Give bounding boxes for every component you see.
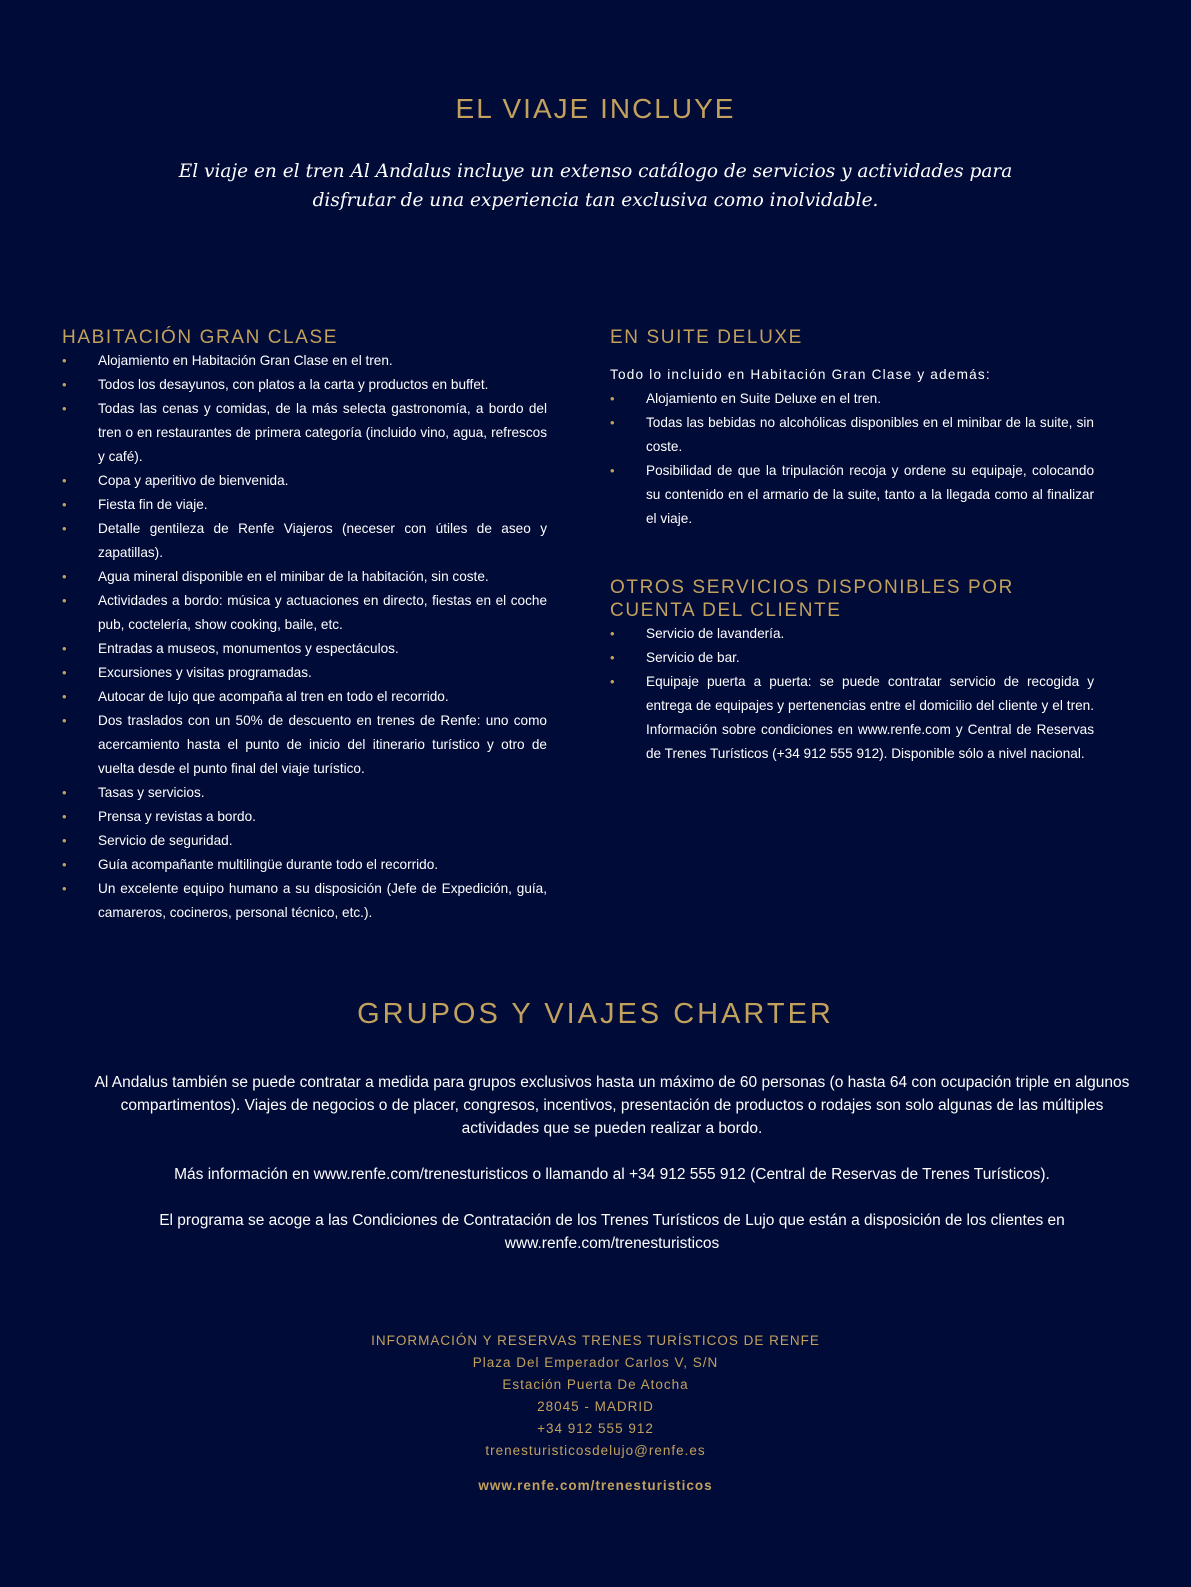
grupos-paragraph-3: El programa se acoge a las Condiciones de Contratación de los Trenes Turísticos de Lujo que están a disposición de los clientes en www.renfe.com/trenesturisticos: [159, 1212, 1065, 1252]
list-item: • Posibilidad de que la tripulación recoja y ordene su equipaje, colocando su contenido en el armario de la suite, tanto a la llegada como al finalizar el viaje.: [610, 459, 1094, 531]
list-item: • Dos traslados con un 50% de descuento en trenes de Renfe: uno como acercamiento hasta el punto de inicio del itinerario turístico y otro de vuelta desde el punto final del viaje turístico.: [62, 709, 547, 781]
footer-address: Plaza Del Emperador Carlos V, S/N: [472, 1355, 719, 1370]
footer-email[interactable]: trenesturisticosdelujo@renfe.es: [485, 1443, 706, 1458]
intro-line-2: disfrutar de una experiencia tan exclusiva como inolvidable.: [312, 190, 879, 211]
list-item: • Alojamiento en Suite Deluxe en el tren.: [610, 387, 1094, 411]
list-item: • Todas las bebidas no alcohólicas disponibles en el minibar de la suite, sin coste.: [610, 411, 1094, 459]
list-item: • Servicio de bar.: [610, 646, 1094, 670]
list-item: • Fiesta fin de viaje.: [62, 493, 547, 517]
gran-clase-section: [62, 326, 547, 925]
suite-deluxe-list: [610, 387, 1094, 531]
list-item: • Entradas a museos, monumentos y espectáculos.: [62, 637, 547, 661]
list-item: • Todos los desayunos, con platos a la carta y productos en buffet.: [62, 373, 547, 397]
list-item: • Copa y aperitivo de bienvenida.: [62, 469, 547, 493]
gran-clase-heading: HABITACIÓN GRAN CLASE: [62, 327, 339, 348]
intro-line-1: El viaje en el tren Al Andalus incluye un extenso catálogo de servicios y actividades para: [178, 161, 1013, 182]
footer-website-link[interactable]: www.renfe.com/trenesturisticos: [478, 1478, 713, 1493]
list-item: • Todas las cenas y comidas, de la más selecta gastronomía, a bordo del tren o en restaurantes de primera categoría (incluido vino, agua, refrescos y café).: [62, 397, 547, 469]
grupos-paragraph-1: Al Andalus también se puede contratar a medida para grupos exclusivos hasta un máximo de 60 personas (o hasta 64 con ocupación triple en algunos compartimentos). Viajes de negocios o de placer, congresos, incentivos, presentación de productos o rodajes son solo algunas de las múltiples actividades que se pueden realizar a bordo.: [94, 1074, 1130, 1137]
grupos-paragraph-2: Más información en www.renfe.com/trenesturisticos o llamando al +34 912 555 912 (Central de Reservas de Trenes Turísticos).: [174, 1166, 1050, 1183]
list-item: • Detalle gentileza de Renfe Viajeros (neceser con útiles de aseo y zapatillas).: [62, 517, 547, 565]
list-item: • Excursiones y visitas programadas.: [62, 661, 547, 685]
list-item: • Alojamiento en Habitación Gran Clase en el tren.: [62, 349, 547, 373]
list-item: • Servicio de seguridad.: [62, 829, 547, 853]
footer-city: 28045 - MADRID: [537, 1399, 654, 1414]
list-item: • Un excelente equipo humano a su disposición (Jefe de Expedición, guía, camareros, cocineros, personal técnico, etc.).: [62, 877, 547, 925]
contact-footer: [0, 1330, 1191, 1497]
footer-station: Estación Puerta De Atocha: [502, 1377, 689, 1392]
intro-text: [160, 157, 1031, 215]
grupos-body: [92, 1071, 1132, 1278]
footer-phone: +34 912 555 912: [537, 1421, 654, 1436]
suite-deluxe-intro: Todo lo incluido en Habitación Gran Clase y además:: [610, 367, 991, 382]
footer-heading: INFORMACIÓN Y RESERVAS TRENES TURÍSTICOS DE RENFE: [371, 1333, 820, 1348]
list-item: • Actividades a bordo: música y actuaciones en directo, fiestas en el coche pub, coctelería, show cooking, baile, etc.: [62, 589, 547, 637]
gran-clase-list: [62, 349, 547, 925]
page-title: EL VIAJE INCLUYE: [455, 93, 736, 124]
list-item: • Tasas y servicios.: [62, 781, 547, 805]
list-item: • Prensa y revistas a bordo.: [62, 805, 547, 829]
list-item: • Equipaje puerta a puerta: se puede contratar servicio de recogida y entrega de equipajes y pertenencias entre el domicilio del cliente y el tren. Información sobre condiciones en www.renfe.com y Central de Reservas de Trenes Turísticos (+34 912 555 912). Disponible sólo a nivel nacional.: [610, 670, 1094, 766]
suite-deluxe-section: [610, 326, 1094, 766]
list-item: • Servicio de lavandería.: [610, 622, 1094, 646]
otros-servicios-heading: OTROS SERVICIOS DISPONIBLES POR CUENTA DEL CLIENTE: [610, 577, 1015, 621]
suite-deluxe-heading: EN SUITE DELUXE: [610, 327, 803, 348]
list-item: • Autocar de lujo que acompaña al tren en todo el recorrido.: [62, 685, 547, 709]
list-item: • Agua mineral disponible en el minibar de la habitación, sin coste.: [62, 565, 547, 589]
otros-servicios-section: [610, 576, 1094, 766]
otros-servicios-list: [610, 622, 1094, 766]
grupos-title: GRUPOS Y VIAJES CHARTER: [357, 998, 834, 1030]
list-item: • Guía acompañante multilingüe durante todo el recorrido.: [62, 853, 547, 877]
